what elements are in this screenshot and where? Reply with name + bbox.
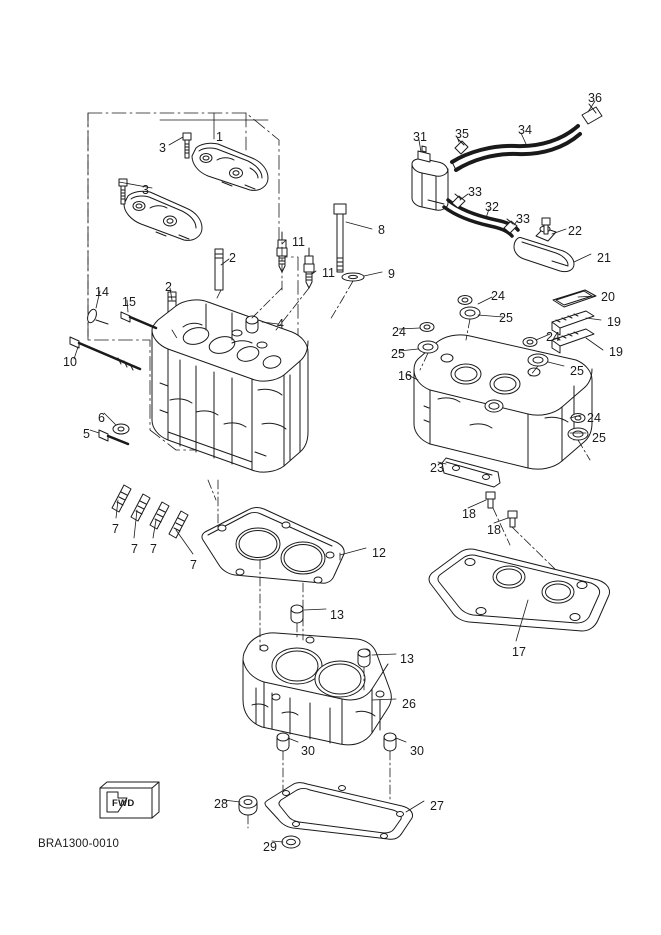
stud-part-7-group	[112, 485, 188, 538]
part-callout-8: 8	[378, 223, 385, 237]
cylinder-head-cover-part-16	[414, 335, 592, 469]
washer-part-9	[342, 273, 364, 281]
part-callout-33: 33	[468, 185, 482, 199]
grommet-part-28	[239, 796, 257, 815]
part-callout-22: 22	[568, 224, 582, 238]
dowel-part-30-right	[384, 733, 396, 751]
bolt-part-13-left	[291, 605, 303, 623]
part-callout-14: 14	[95, 285, 109, 299]
part-callout-1: 1	[216, 130, 223, 144]
part-callout-24: 24	[392, 325, 406, 339]
part-callout-13: 13	[400, 652, 414, 666]
part-callout-19: 19	[607, 315, 621, 329]
head-cover-gasket-part-17	[429, 549, 610, 631]
part-callout-3: 3	[159, 141, 166, 155]
dowel-part-30-left	[277, 733, 289, 751]
head-gasket-part-12	[202, 508, 344, 584]
part-callout-5: 5	[83, 427, 90, 441]
part-callout-24: 24	[587, 411, 601, 425]
drawing-code: BRA1300-0010	[38, 838, 120, 850]
part-callout-2: 2	[165, 280, 172, 294]
part-callout-23: 23	[430, 461, 444, 475]
bracket-part-23	[442, 458, 500, 487]
part-callout-11: 11	[292, 235, 305, 249]
part-callout-29: 29	[263, 840, 277, 854]
part-callout-19: 19	[609, 345, 623, 359]
part-callout-24: 24	[491, 289, 505, 303]
part-callout-2: 2	[229, 251, 236, 265]
fwd-label: FWD	[112, 798, 135, 809]
part-callout-15: 15	[122, 295, 136, 309]
part-callout-18: 18	[487, 523, 501, 537]
breather-plate-part-20	[553, 290, 596, 307]
part-callout-30: 30	[301, 744, 315, 758]
part-callout-34: 34	[518, 123, 532, 137]
bolt-part-15	[121, 312, 156, 328]
bolt-part-18-lower	[508, 511, 517, 527]
spark-plug-part-11-right	[304, 248, 314, 288]
part-callout-27: 27	[430, 799, 444, 813]
washer-part-6	[113, 424, 129, 434]
part-callout-28: 28	[214, 797, 228, 811]
part-callout-7: 7	[190, 558, 197, 572]
part-callout-18: 18	[462, 507, 476, 521]
part-callout-3: 3	[142, 183, 149, 197]
washer-part-14	[86, 308, 108, 324]
clamp-part-36	[582, 104, 602, 124]
valve-guide-part-2-right	[215, 249, 223, 290]
cylinder-head-body	[152, 300, 308, 472]
part-callout-16: 16	[398, 369, 412, 383]
part-callout-10: 10	[63, 355, 77, 369]
part-callout-6: 6	[98, 411, 105, 425]
part-callout-21: 21	[597, 251, 611, 265]
part-callout-20: 20	[601, 290, 615, 304]
hose-part-34	[452, 123, 580, 170]
part-callout-35: 35	[455, 127, 469, 141]
bolt-part-10	[70, 337, 140, 370]
part-callout-11: 11	[322, 266, 335, 280]
washer-group-24-25-left	[418, 323, 438, 354]
air-induction-valve-part-31	[412, 146, 448, 210]
part-callout-31: 31	[413, 130, 427, 144]
bolt-part-18-upper	[486, 492, 495, 508]
camshaft-cap-lower-part-1	[124, 191, 202, 240]
part-callout-24: 24	[546, 330, 560, 344]
part-callout-32: 32	[485, 200, 499, 214]
part-callout-12: 12	[372, 546, 386, 560]
oring-part-29	[282, 836, 300, 848]
part-callout-30: 30	[410, 744, 424, 758]
part-callout-36: 36	[588, 91, 602, 105]
bolt-part-8	[334, 204, 346, 272]
part-callout-9: 9	[388, 267, 395, 281]
cylinder-block-part-26	[243, 633, 391, 745]
part-callout-4: 4	[277, 317, 284, 331]
part-callout-7: 7	[112, 522, 119, 536]
part-callout-7: 7	[150, 542, 157, 556]
part-callout-25: 25	[499, 311, 513, 325]
part-callout-25: 25	[391, 347, 405, 361]
clamp-part-35	[455, 139, 468, 154]
part-callout-13: 13	[330, 608, 344, 622]
part-callout-17: 17	[512, 645, 526, 659]
part-callout-25: 25	[592, 431, 606, 445]
bolt-part-3-upper	[183, 133, 191, 158]
part-callout-33: 33	[516, 212, 530, 226]
washer-group-24-25-upper	[458, 296, 480, 320]
part-callout-25: 25	[570, 364, 584, 378]
part-callout-26: 26	[402, 697, 416, 711]
camshaft-cap-upper-part-1	[192, 143, 268, 190]
part-callout-7: 7	[131, 542, 138, 556]
